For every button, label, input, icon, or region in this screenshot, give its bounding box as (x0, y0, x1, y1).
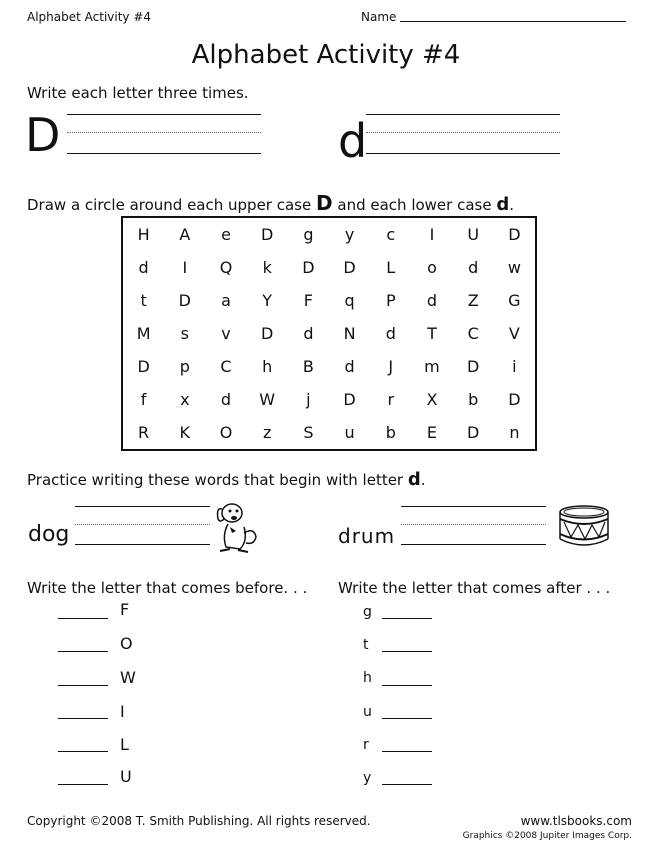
grid-cell[interactable]: U (467, 225, 480, 244)
grid-cell[interactable]: s (180, 324, 189, 343)
grid-cell[interactable]: I (182, 258, 188, 277)
grid-cell[interactable]: A (179, 225, 191, 244)
grid-cell[interactable]: D (508, 225, 521, 244)
after-letter: t (363, 637, 369, 653)
page-title: Alphabet Activity #4 (191, 40, 461, 70)
grid-cell[interactable]: g (303, 225, 314, 244)
name-label: Name (361, 10, 397, 24)
after-letter: h (363, 670, 372, 686)
grid-cell[interactable]: d (426, 291, 438, 310)
name-line[interactable] (400, 21, 626, 22)
grid-cell[interactable]: x (180, 390, 190, 409)
grid-cell[interactable]: D (467, 423, 480, 442)
before-letter: L (120, 735, 129, 754)
grid-cell[interactable]: C (467, 324, 479, 343)
before-letter: W (120, 668, 136, 687)
grid-cell[interactable]: y (344, 225, 355, 244)
after-answer-line[interactable] (382, 651, 432, 652)
grid-cell[interactable]: D (137, 357, 150, 376)
grid-cell[interactable]: F (303, 291, 313, 310)
grid-cell[interactable]: d (385, 324, 396, 343)
upper-letter-example: D (25, 108, 61, 162)
words-instruction-prefix: Practice writing these words that begin with letter (27, 471, 404, 489)
grid-cell[interactable]: d (468, 258, 479, 277)
word-dog: dog (28, 522, 70, 547)
grid-cell[interactable]: d (220, 390, 232, 409)
grid-cell[interactable]: b (468, 390, 479, 409)
grid-row (122, 416, 536, 450)
grid-cell[interactable]: D (261, 324, 274, 343)
grid-cell[interactable]: w (507, 258, 521, 277)
grid-row (122, 317, 536, 350)
grid-cell[interactable]: Y (262, 291, 273, 310)
before-letter: O (120, 634, 133, 653)
after-answer-line[interactable] (382, 618, 432, 619)
lower-write-dotline (366, 132, 560, 133)
before-answer-line[interactable] (58, 718, 108, 719)
grid-cell[interactable]: J (388, 357, 394, 376)
grid-cell[interactable]: S (303, 423, 314, 442)
grid-cell[interactable]: E (426, 423, 438, 442)
grid-cell[interactable]: j (306, 390, 311, 409)
words-target-letter: d (407, 469, 421, 490)
grid-cell[interactable]: z (262, 423, 272, 442)
grid-cell[interactable]: L (386, 258, 396, 277)
circle-instruction-suffix: . (509, 196, 515, 214)
drum-icon (557, 503, 611, 551)
grid-cell[interactable]: D (343, 258, 356, 277)
grid-cell[interactable]: c (386, 225, 396, 244)
after-letter: u (363, 704, 372, 720)
dog-write-line-1[interactable] (75, 506, 210, 507)
grid-cell[interactable]: Q (219, 258, 233, 277)
circle-instruction (27, 191, 514, 215)
footer-graphics: Graphics ©2008 Jupiter Images Corp. (462, 831, 632, 841)
grid-cell[interactable]: B (302, 357, 314, 376)
grid-cell[interactable]: M (136, 324, 151, 343)
before-answer-line[interactable] (58, 618, 108, 619)
grid-cell[interactable]: D (302, 258, 315, 277)
grid-row (122, 251, 536, 284)
before-letter: U (120, 767, 132, 786)
grid-cell[interactable]: D (178, 291, 191, 310)
lower-write-line-2[interactable] (366, 153, 560, 154)
letter-grid (121, 216, 537, 451)
grid-cell[interactable]: T (427, 324, 437, 343)
grid-cell[interactable]: e (221, 225, 231, 244)
words-instruction-suffix: . (420, 471, 426, 489)
grid-cell[interactable]: D (467, 357, 480, 376)
grid-cell[interactable]: I (429, 225, 435, 244)
after-answer-line[interactable] (382, 751, 432, 752)
grid-row (122, 284, 536, 317)
lower-letter-example: d (338, 114, 368, 168)
circle-target-lower: d (496, 194, 510, 215)
dog-write-dotline (75, 524, 210, 525)
drum-write-dotline (401, 524, 546, 525)
grid-cell[interactable]: r (387, 390, 395, 409)
drum-write-line-1[interactable] (401, 506, 546, 507)
grid-row (122, 383, 536, 416)
before-answer-line[interactable] (58, 751, 108, 752)
grid-cell[interactable]: Z (467, 291, 479, 310)
upper-write-line-2[interactable] (67, 153, 261, 154)
grid-cell[interactable]: k (262, 258, 272, 277)
grid-cell[interactable]: K (179, 423, 191, 442)
before-instruction: Write the letter that comes before. . . (27, 579, 308, 597)
circle-instruction-prefix: Draw a circle around each upper case (27, 196, 312, 214)
circle-instruction-middle: and each lower case (337, 196, 492, 214)
dog-icon (210, 497, 262, 557)
grid-cell[interactable]: u (344, 423, 355, 442)
after-answer-line[interactable] (382, 784, 432, 785)
circle-target-upper: D (316, 191, 333, 215)
grid-cell[interactable]: m (424, 357, 440, 376)
grid-cell[interactable]: a (221, 291, 231, 310)
after-letter: r (363, 737, 369, 753)
grid-cell[interactable]: D (261, 225, 274, 244)
before-answer-line[interactable] (58, 651, 108, 652)
before-answer-line[interactable] (58, 685, 108, 686)
after-answer-line[interactable] (382, 685, 432, 686)
before-answer-line[interactable] (58, 784, 108, 785)
grid-cell[interactable]: t (140, 291, 147, 310)
grid-cell[interactable]: v (221, 324, 231, 343)
lower-write-line-1[interactable] (366, 114, 560, 115)
grid-cell[interactable]: P (385, 291, 396, 310)
grid-cell[interactable]: O (219, 423, 233, 442)
header-left-title: Alphabet Activity #4 (27, 10, 152, 24)
drum-write-line-2[interactable] (401, 544, 546, 545)
before-letter: I (120, 702, 125, 721)
grid-row (122, 217, 536, 251)
grid-cell[interactable]: d (138, 258, 149, 277)
after-letter: g (363, 604, 372, 620)
grid-cell[interactable]: i (512, 357, 517, 376)
grid-cell[interactable]: G (508, 291, 521, 310)
grid-row (122, 350, 536, 383)
after-instruction: Write the letter that comes after . . . (338, 579, 611, 597)
grid-cell[interactable]: D (508, 390, 521, 409)
grid-cell[interactable]: N (343, 324, 356, 343)
grid-cell[interactable]: X (426, 390, 438, 409)
grid-cell[interactable]: h (262, 357, 273, 376)
grid-cell[interactable]: n (509, 423, 520, 442)
before-letter: F (120, 600, 130, 619)
grid-cell[interactable]: d (303, 324, 314, 343)
upper-write-dotline (67, 132, 261, 133)
word-drum: drum (338, 524, 396, 548)
footer-website[interactable]: www.tlsbooks.com (520, 814, 632, 828)
grid-cell[interactable]: C (220, 357, 232, 376)
dog-write-line-2[interactable] (75, 544, 210, 545)
grid-cell[interactable]: D (343, 390, 356, 409)
grid-cell[interactable]: o (427, 258, 437, 277)
grid-cell[interactable]: p (179, 357, 190, 376)
upper-write-line-1[interactable] (67, 114, 261, 115)
grid-cell[interactable]: R (138, 423, 150, 442)
words-instruction (27, 469, 426, 490)
grid-cell[interactable]: q (344, 291, 355, 310)
after-answer-line[interactable] (382, 718, 432, 719)
write-instruction: Write each letter three times. (27, 84, 249, 102)
grid-cell[interactable]: f (140, 390, 147, 409)
grid-cell[interactable]: b (385, 423, 396, 442)
grid-cell[interactable]: V (508, 324, 520, 343)
footer-copyright: Copyright ©2008 T. Smith Publishing. All rights reserved. (27, 814, 371, 828)
grid-cell[interactable]: d (344, 357, 355, 376)
after-letter: y (363, 770, 372, 786)
grid-cell[interactable]: H (137, 225, 150, 244)
grid-cell[interactable]: W (259, 390, 276, 409)
